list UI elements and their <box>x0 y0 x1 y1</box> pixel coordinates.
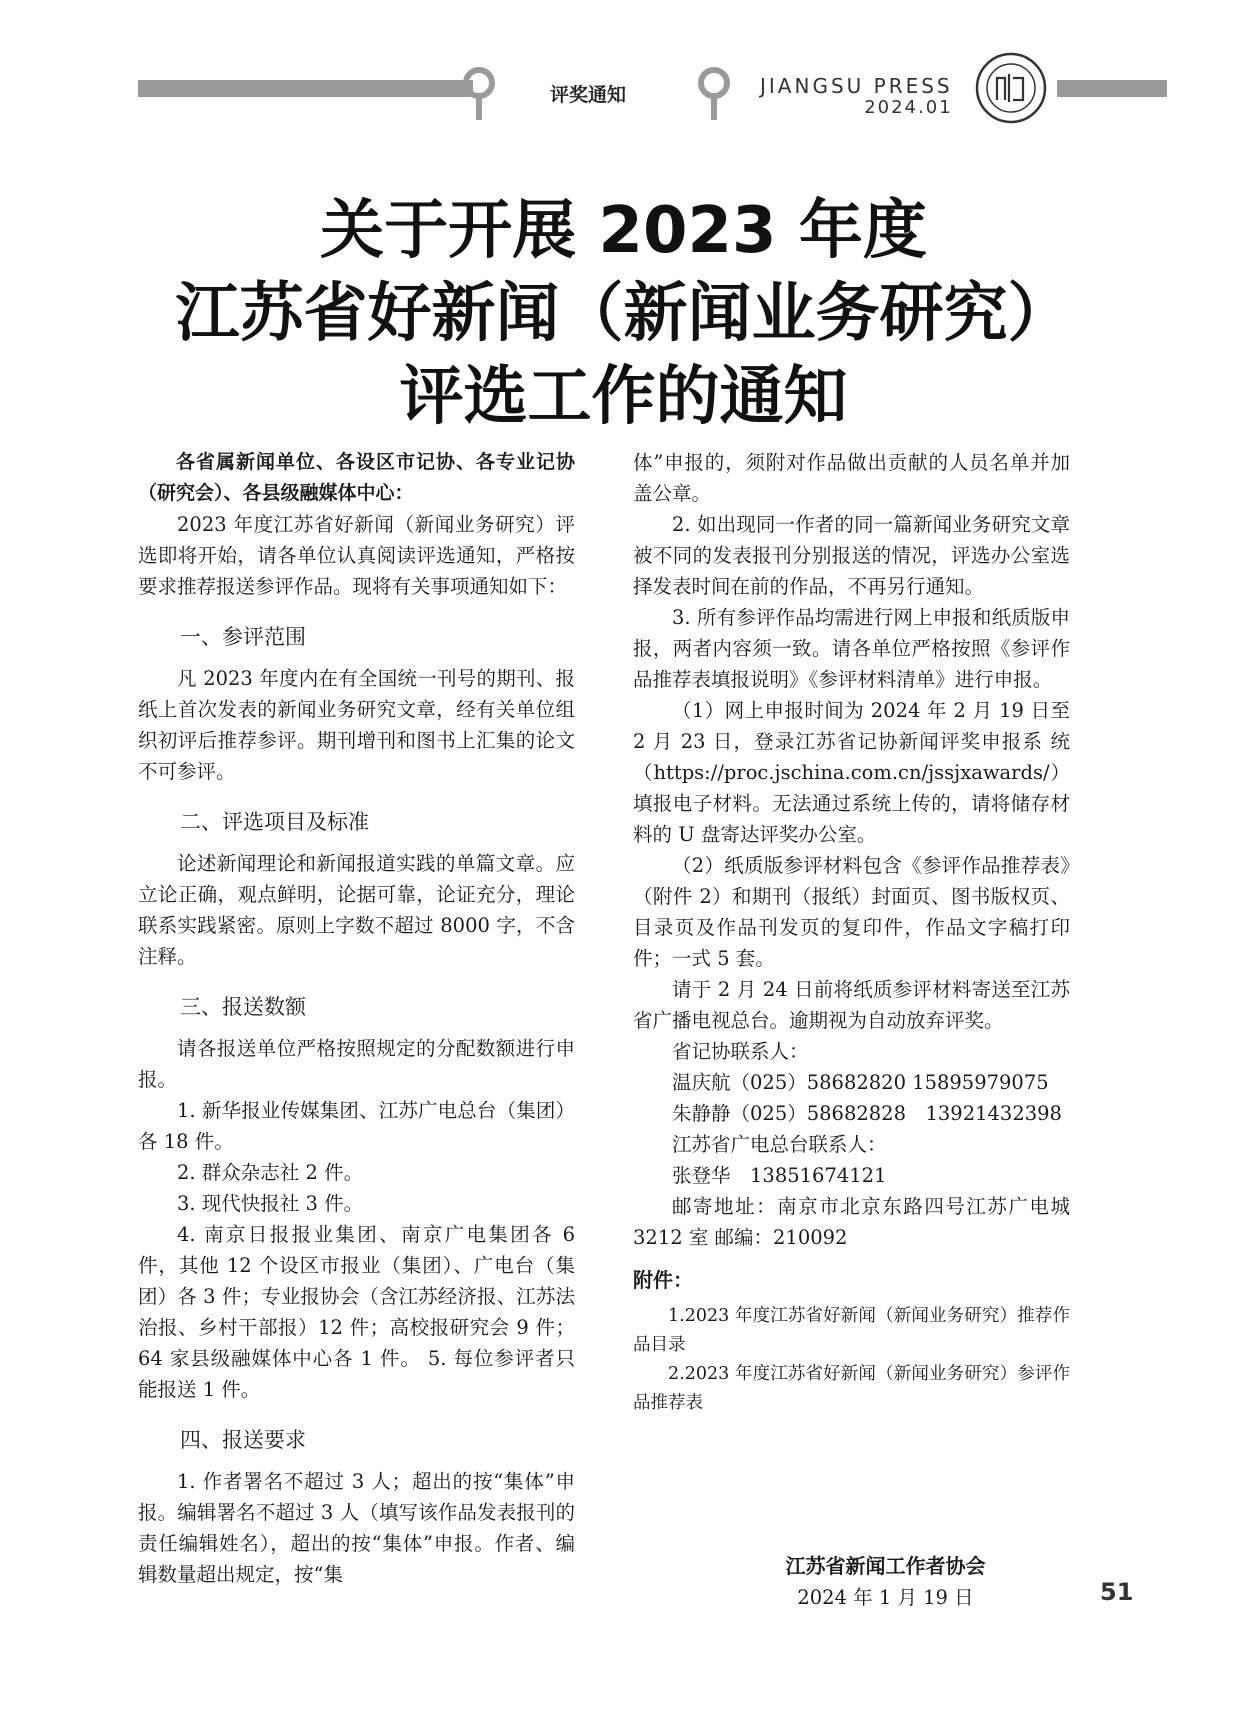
contact-line: 张登华 13851674121 <box>672 1164 887 1187</box>
left-column <box>138 447 575 1590</box>
requirement-item-continued: 体”申报的，须附对作品做出贡献的人员名单并加盖公章。 <box>633 451 1070 505</box>
right-column <box>633 447 1070 1418</box>
online-submission-paragraph: （1）网上申报时间为 2024 年 2 月 19 日至 2 月 23 日，登录江苏省记协新闻评奖申报系 统（https://proc.jschina.com.cn/jssjxawards/）填报电子材料。无法通过系统上传的，请将储存材料的 U 盘寄达评奖办公室。 <box>633 699 1070 846</box>
quota-item: 4. 南京日报报业集团、南京广电集团各 6 件，其他 12 个设区市报业（集团）、广电台（集团）各 3 件；专业报协会（含江苏经济报、江苏法治报、乡村干部报）12 件；高校报研究会 9 件；64 家县级融媒体中心各 1 件。 5. 每位参评者只能报送 1 件。 <box>138 1223 575 1401</box>
quota-paragraph: 请各报送单位严格按照规定的分配数额进行申报。 <box>138 1037 575 1091</box>
requirement-item: 2. 如出现同一作者的同一篇新闻业务研究文章被不同的发表报刊分别报送的情况，评选办公室选择发表时间在前的作品，不再另行通知。 <box>633 513 1070 598</box>
page-number: 51 <box>1100 1578 1134 1606</box>
contact-line: 省记协联系人： <box>672 1040 809 1063</box>
section-label: 评奖通知 <box>550 84 627 106</box>
title-line-2: 江苏省好新闻（新闻业务研究） <box>175 277 1072 351</box>
requirement-item: 3. 所有参评作品均需进行网上申报和纸质版申报，两者内容须一致。请各单位严格按照《参评作品推荐表填报说明》《参评材料清单》进行申报。 <box>633 606 1070 691</box>
attachment-item: 1.2023 年度江苏省好新闻（新闻业务研究）推荐作品目录 <box>633 1306 1070 1355</box>
header-bar-right <box>1057 80 1167 97</box>
scope-paragraph: 凡 2023 年度内在有全国统一刊号的期刊、报纸上首次发表的新闻业务研究文章，经有关单位组织初评后推荐参评。期刊增刊和图书上汇集的论文不可参评。 <box>138 667 575 783</box>
contact-line: 江苏省广电总台联系人： <box>672 1133 887 1156</box>
attachment-item: 2.2023 年度江苏省好新闻（新闻业务研究）参评作品推荐表 <box>633 1364 1070 1413</box>
contact-line: 朱静静（025）58682828 13921432398 <box>672 1102 1062 1125</box>
title-line-3: 评选工作的通知 <box>399 360 848 434</box>
section-heading-quota: 三、报送数额 <box>180 995 306 1019</box>
quota-item: 2. 群众杂志社 2 件。 <box>177 1161 364 1184</box>
header-bar-left <box>138 80 473 97</box>
section-heading-criteria: 二、评选项目及标准 <box>180 810 369 834</box>
association-seal-logo <box>975 52 1047 124</box>
journal-brand <box>760 76 953 118</box>
attachments-heading: 附件： <box>633 1268 693 1292</box>
section-heading-scope: 一、参评范围 <box>180 625 306 649</box>
contact-line: 温庆航（025）58682820 15895979075 <box>672 1071 1049 1094</box>
quota-item: 1. 新华报业传媒集团、江苏广电总台（集团）各 18 件。 <box>138 1099 575 1153</box>
mailing-address: 邮寄地址：南京市北京东路四号江苏广电城 3212 室 邮编：210092 <box>633 1195 1070 1249</box>
journal-name: JIANGSU PRESS <box>760 74 953 98</box>
issuing-organization: 江苏省新闻工作者协会 <box>785 1554 986 1578</box>
requirement-item: 1. 作者署名不超过 3 人；超出的按“集体”申报。编辑署名不超过 3 人（填写该作品发表报刊的责任编辑姓名），超出的按“集体”申报。作者、编辑数量超出规定，按“集 <box>138 1470 575 1586</box>
article-title <box>0 190 1247 439</box>
journal-issue: 2024.01 <box>864 97 953 118</box>
issue-date: 2024 年 1 月 19 日 <box>797 1586 974 1609</box>
paper-submission-paragraph: （2）纸质版参评材料包含《参评作品推荐表》（附件 2）和期刊（报纸）封面页、图书版权页、目录页及作品刊发页的复印件，作品文字稿打印件；一式 5 套。 <box>633 854 1070 970</box>
title-line-1: 关于开展 2023 年度 <box>320 194 927 268</box>
signoff <box>633 1551 1138 1613</box>
section-heading-requirements: 四、报送要求 <box>180 1428 306 1452</box>
salutation: 各省属新闻单位、各设区市记协、各专业记协（研究会）、各县级融媒体中心： <box>138 451 575 504</box>
criteria-paragraph: 论述新闻理论和新闻报道实践的单篇文章。应立论正确，观点鲜明，论据可靠，论证充分，理论联系实践紧密。原则上字数不超过 8000 字，不含注释。 <box>138 852 575 968</box>
deadline-paragraph: 请于 2 月 24 日前将纸质参评材料寄送至江苏省广播电视总台。逾期视为自动放弃评奖。 <box>633 978 1070 1032</box>
intro-paragraph: 2023 年度江苏省好新闻（新闻业务研究）评选即将开始，请各单位认真阅读评选通知，严格按要求推荐报送参评作品。现将有关事项通知如下： <box>138 513 575 598</box>
location-pin-icon <box>697 66 731 122</box>
location-pin-icon <box>462 66 496 122</box>
quota-item: 3. 现代快报社 3 件。 <box>177 1192 364 1215</box>
